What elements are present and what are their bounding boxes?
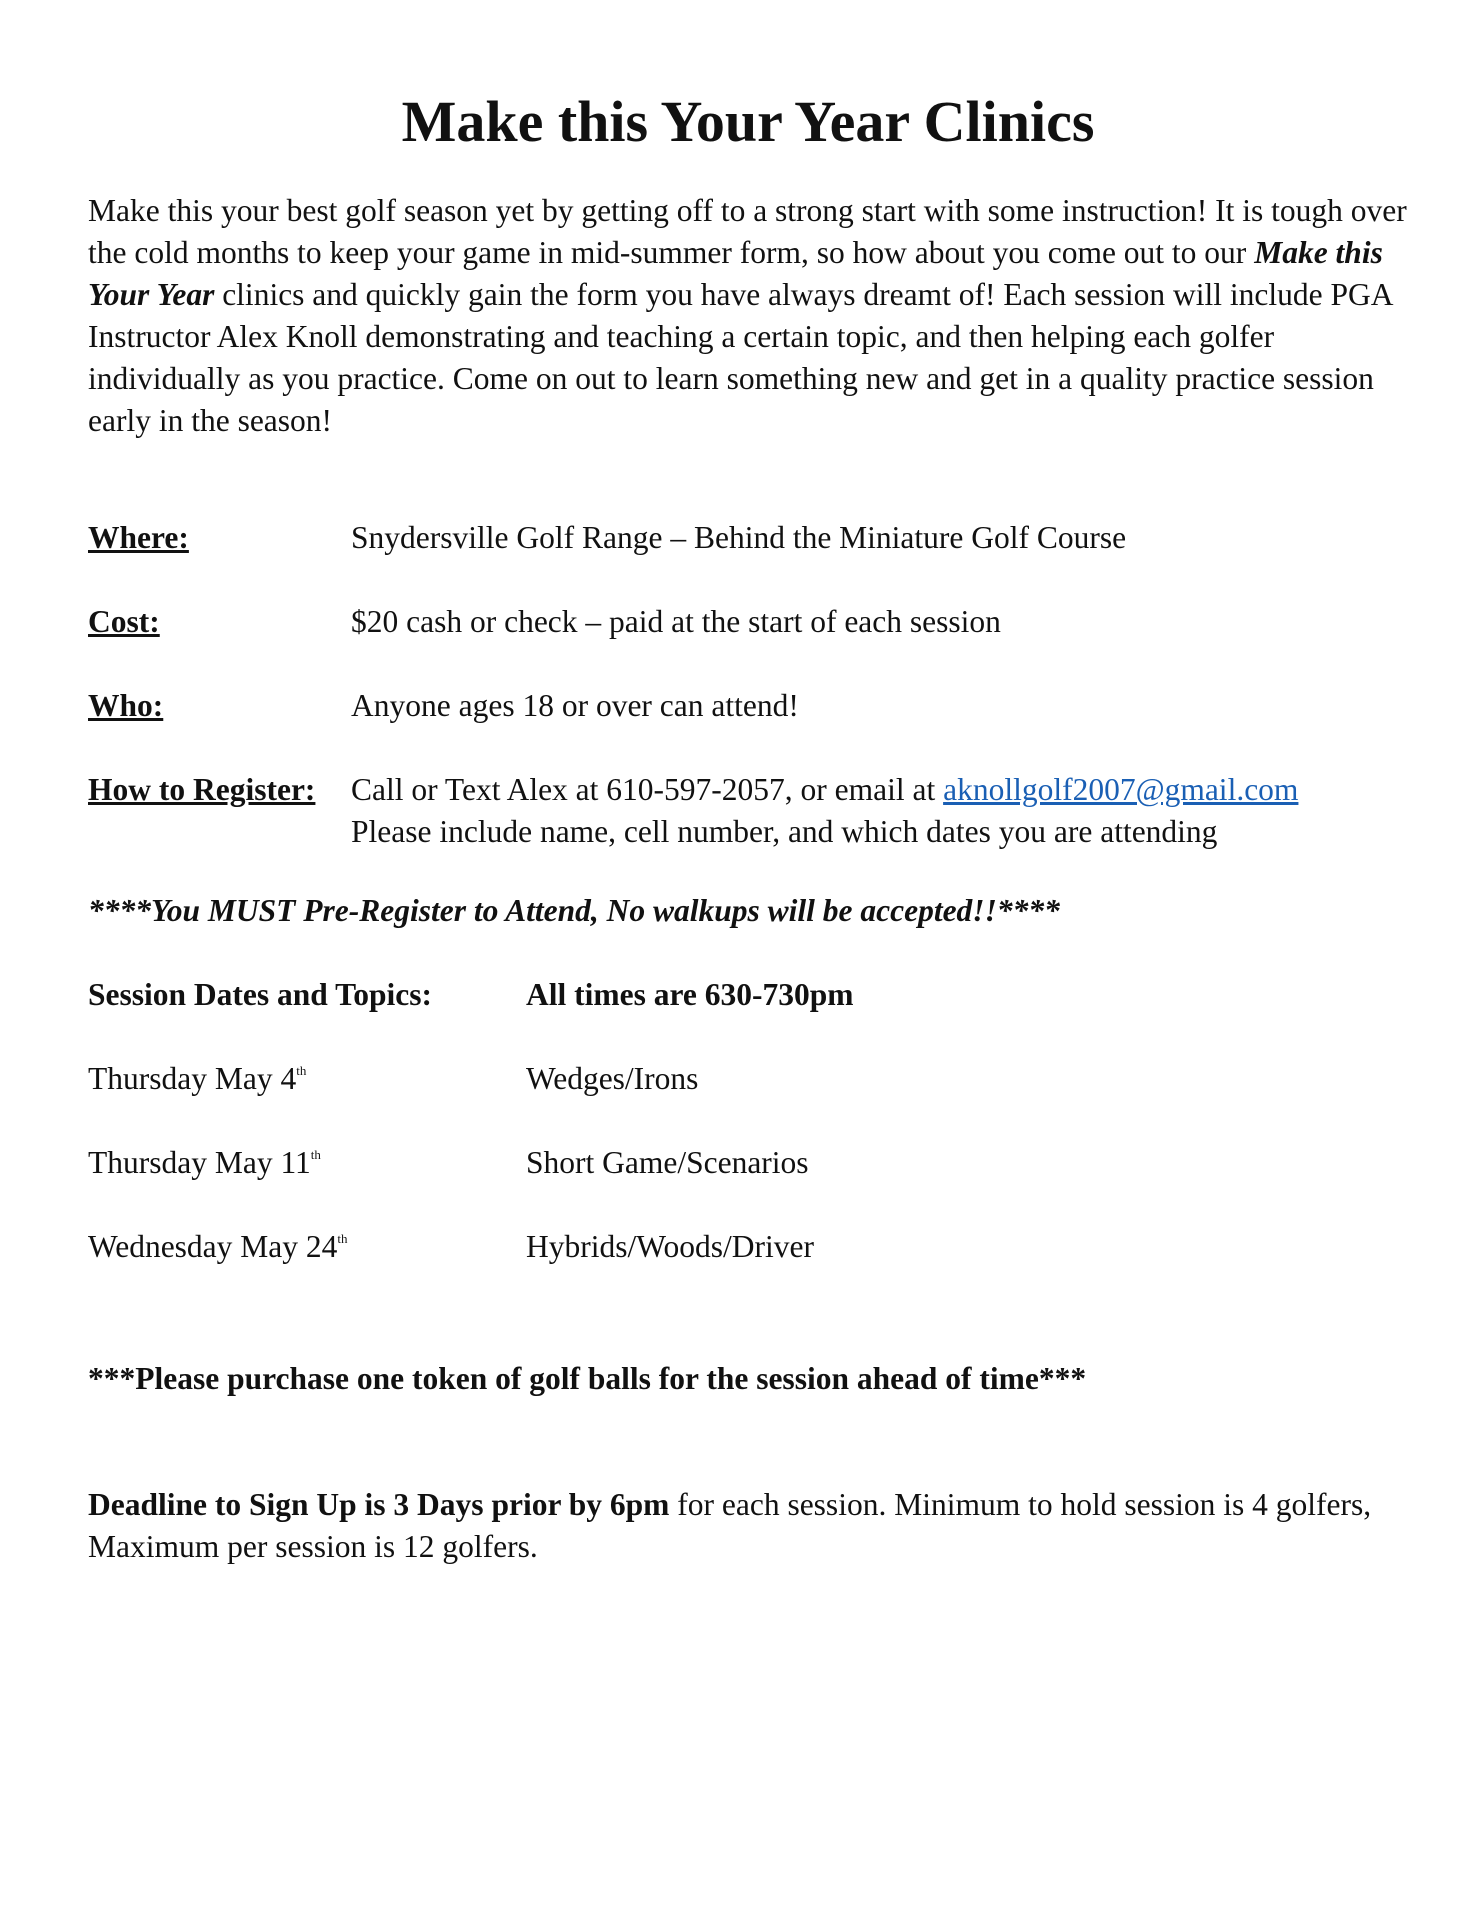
who-label: Who: (88, 688, 164, 723)
ordinal-suffix: th (310, 1147, 321, 1162)
session-date (88, 1226, 348, 1268)
session-topic: Short Game/Scenarios (526, 1145, 809, 1180)
register-note: Please include name, cell number, and which dates you are attending (351, 814, 1218, 849)
session-date-text: Thursday May 4 (88, 1061, 297, 1096)
intro-text-2: clinics and quickly gain the form you have always dreamt of! Each session will include PGA Instructor Alex Knoll demonstrating and teaching a certain topic, and then helping each golfer individually as you practice. Come on out to learn something new and get in a quality practice session early in the season! (88, 277, 1392, 438)
register-label: How to Register: (88, 772, 316, 807)
session-topic: Hybrids/Woods/Driver (526, 1229, 814, 1264)
sessions-header-label: Session Dates and Topics: (88, 977, 432, 1012)
deadline-rest: for each session. Minimum to hold session is 4 golfers, Maximum per session is 12 golfers. (88, 1487, 1372, 1564)
cost-value: $20 cash or check – paid at the start of each session (351, 604, 1001, 639)
email-link[interactable]: aknollgolf2007@gmail.com (943, 772, 1299, 807)
intro-emphasis: Make this Your Year (88, 235, 1383, 312)
tokens-note: ***Please purchase one token of golf balls for the session ahead of time*** (88, 1361, 1087, 1396)
deadline-bold: Deadline to Sign Up is 3 Days prior by 6pm (88, 1487, 670, 1522)
intro-paragraph (88, 190, 1408, 442)
cost-label: Cost: (88, 604, 160, 639)
deadline-paragraph (88, 1484, 1408, 1568)
intro-text-1: Make this your best golf season yet by getting off to a strong start with some instruction! It is tough over the cold months to keep your game in mid-summer form, so how about you come out to our (88, 193, 1407, 270)
page-title: Make this Your Year Clinics (401, 89, 1095, 154)
flyer-page (88, 0, 1408, 1920)
where-label: Where: (88, 520, 189, 555)
where-value: Snydersville Golf Range – Behind the Miniature Golf Course (351, 520, 1127, 555)
session-date-text: Wednesday May 24 (88, 1229, 338, 1264)
session-topic: Wedges/Irons (526, 1061, 699, 1096)
session-date (88, 1142, 321, 1184)
ordinal-suffix: th (337, 1231, 348, 1246)
register-text: Call or Text Alex at 610-597-2057, or email at (351, 772, 944, 807)
register-value (351, 769, 1298, 853)
session-date-text: Thursday May 11 (88, 1145, 311, 1180)
sessions-header-times: All times are 630-730pm (526, 977, 854, 1012)
ordinal-suffix: th (296, 1063, 307, 1078)
session-date (88, 1058, 306, 1100)
preregister-warning: ****You MUST Pre-Register to Attend, No walkups will be accepted!!**** (88, 893, 1060, 928)
who-value: Anyone ages 18 or over can attend! (351, 688, 799, 723)
